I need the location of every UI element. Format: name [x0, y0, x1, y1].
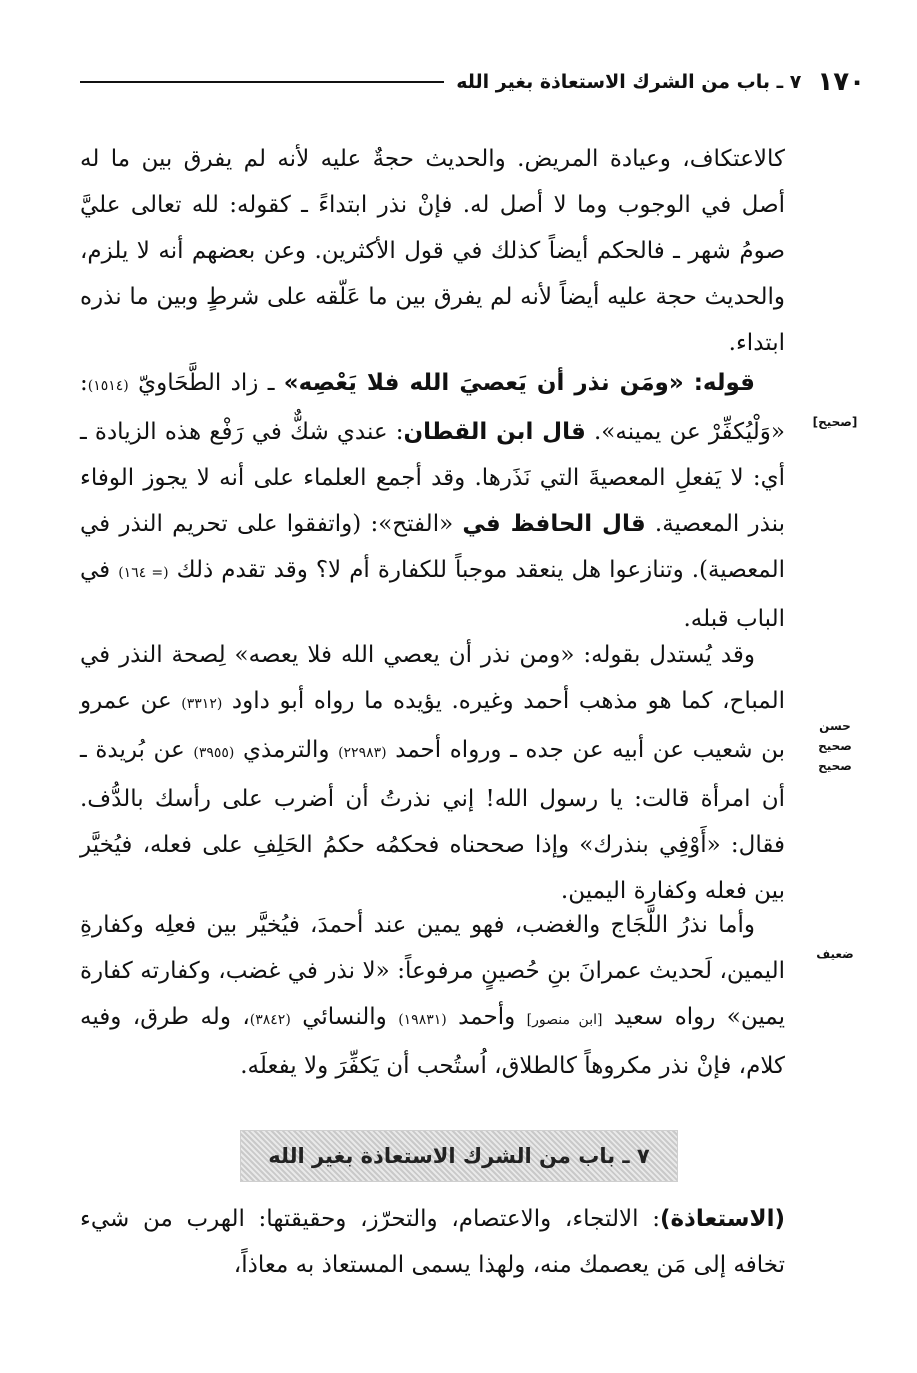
paragraph-2	[80, 360, 785, 642]
term-heading: (الاستعاذة)	[659, 1206, 785, 1232]
reference-number: [ابن منصور]	[526, 1012, 603, 1028]
text-span: ـ زاد الطَّحَاويّ	[128, 370, 284, 396]
reference-number: (١٥١٤)	[87, 378, 129, 394]
paragraph-5	[80, 1196, 785, 1288]
text-span: : «وَلْيُكفِّرْ عن يمينه».	[80, 370, 785, 445]
text-span: ، وله طرق، وفيه كلام، فإنْ نذر مكروهاً كالطلاق، اُستُحب أن يَكفِّرَ ولا يفعلَه.	[80, 1004, 785, 1079]
text-span: وقد يُستدل بقوله: «ومن نذر أن يعصي الله فلا يعصه» لِصحة النذر في المباح، كما هو مذهب أحمد وغيره. يؤيده ما رواه أبو داود	[80, 642, 785, 714]
text-span: عن عمرو بن شعيب عن أبيه عن جده ـ ورواه أحمد	[80, 688, 785, 763]
text-span: : عندي شكٌّ في رَفْع هذه الزيادة ـ أي: لا يَفعلِ المعصيةَ التي نَذَرها. وقد أجمع العلماء على أنه لا يجوز الوفاء بنذر المعصية.	[80, 419, 785, 537]
paragraph-4	[80, 902, 785, 1089]
text-span: والترمذي	[234, 737, 339, 763]
chapter-title: ٧ ـ باب من الشرك الاستعاذة بغير الله	[268, 1144, 650, 1168]
text-span: والنسائي	[290, 1004, 399, 1030]
text-span: : الالتجاء، والاعتصام، والتحرّز، وحقيقتها: الهرب من شيء تخافه إلى مَن يعصمك منه، ولهذا يسمى المستعاذ به معاذاً،	[80, 1206, 785, 1278]
chapter-banner	[240, 1130, 678, 1182]
reference-number: (٢٢٩٨٣)	[338, 745, 387, 761]
scholar-name: قال الحافظ في	[462, 511, 646, 537]
paragraph-1-text: كالاعتكاف، وعيادة المريض. والحديث حجةٌ عليه لأنه لم يفرق بين ما له أصل في الوجوب وما لا أصل له. فإنْ نذر ابتداءً ـ كقوله: لله تعالى عليَّ صومُ شهر ـ فالحكم أيضاً كذلك في قول الأكثرين. وعن بعضهم أنه لا يلزم، والحديث حجة عليه أيضاً لأنه لم يفرق بين ما عَلّقه على شرطٍ وبين ما نذره ابتداء.	[80, 146, 785, 356]
paragraph-3	[80, 632, 785, 914]
margin-grading-note: [صحيح]	[812, 415, 858, 429]
text-span: وأحمد	[446, 1004, 527, 1030]
text-span: «الفتح»: (واتفقوا على تحريم النذر في المعصية). وتنازعوا هل ينعقد موجباً للكفارة أم لا؟ وقد تقدم ذلك	[80, 511, 785, 583]
margin-grading-note: صحيح	[818, 739, 852, 753]
reference-number: (٣٩٥٥)	[193, 745, 235, 761]
reference-number: (= ١٦٤)	[118, 565, 169, 581]
paragraph-1	[80, 136, 785, 366]
header-rule	[80, 81, 444, 83]
margin-grading-notes	[800, 716, 870, 776]
reference-number: (٣٣١٢)	[181, 696, 223, 712]
page-header	[80, 62, 865, 102]
text-span: وأما نذرُ اللَّجَاج والغضب، فهو يمين عند أحمدَ، فيُخيَّر بين فعلِه وكفارةِ اليمين، لَحديث عمرانَ بنِ حُصينٍ مرفوعاً: «لا نذر في غضب، وكفارته كفارة يمين» رواه سعيد	[80, 912, 785, 1030]
text-span: عن بُريدة ـ أن امرأة قالت: يا رسول الله! إني نذرتُ أن أضرب على رأسك بالدُّف. فقال: «أَوْفِي بنذرك» وإذا صححناه فحكمُه حكمُ الحَلِفِ على فعله، فيُخيَّر بين فعله وكفارة اليمين.	[80, 737, 785, 904]
reference-number: (٣٨٤٢)	[249, 1012, 291, 1028]
margin-grading-note: صحيح	[818, 759, 852, 773]
reference-number: (١٩٨٣١)	[398, 1012, 447, 1028]
scholar-name: قال ابن القطان	[403, 419, 586, 445]
page-number: ١٧٠	[817, 67, 865, 97]
margin-grading-note: ضعيف	[816, 947, 854, 961]
running-title: ٧ ـ باب من الشرك الاستعاذة بغير الله	[456, 71, 802, 93]
margin-grading-note: حسن	[819, 719, 851, 733]
quoted-hadith: قوله: «ومَن نذر أن يَعصيَ الله فلا يَعْصِه»	[283, 370, 755, 396]
text-span: في الباب قبله.	[80, 557, 785, 632]
